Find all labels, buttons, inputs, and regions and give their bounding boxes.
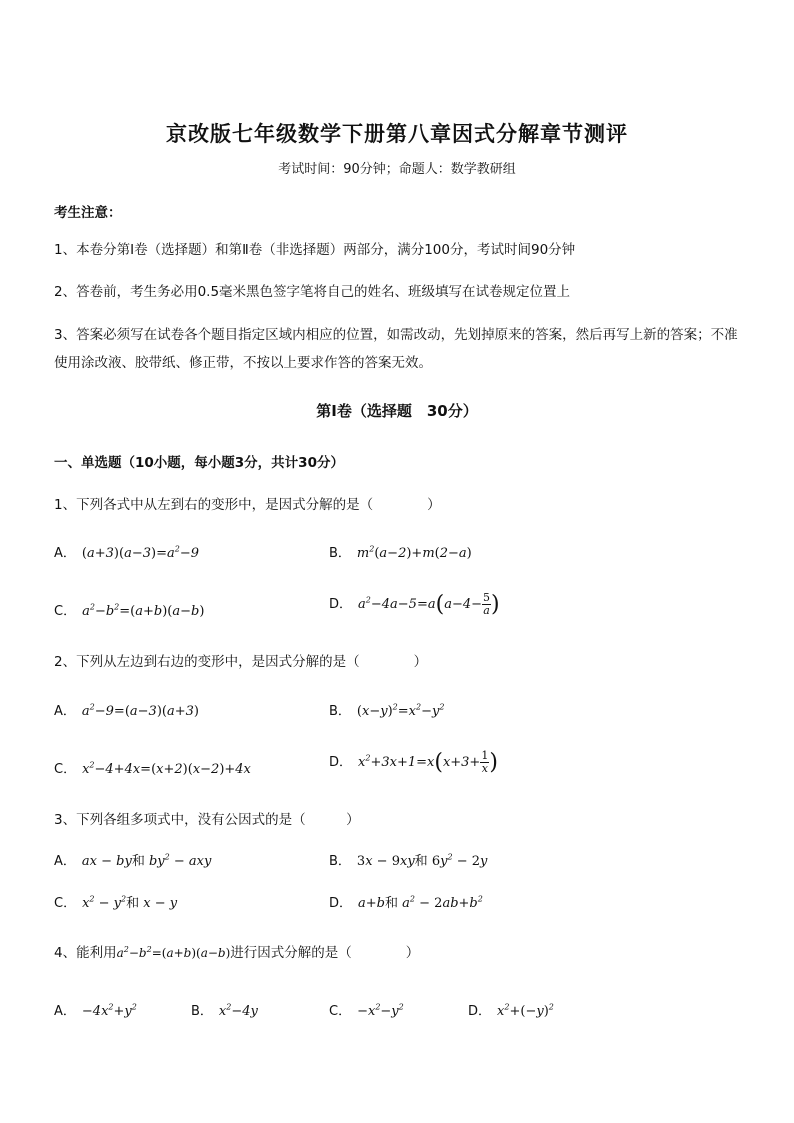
option-label: B． [329,854,351,869]
math-expression: $x^2-4+4x=(x+2)(x-2)+4x$ [82,760,251,777]
question-4-stem-post: 进行因式分解的是（ ） [230,945,420,961]
q4-option-b[interactable] [191,1000,258,1019]
math-expression: ax − by [81,854,132,869]
question-3-stem: 3、下列各组多项式中，没有公因式的是（ ） [54,812,360,828]
math-expression: $x^2 - y^2$ [82,894,127,911]
math-expression: $-x^2-y^2$ [357,1002,404,1019]
notice-item-3: 3、答案必须写在试卷各个题目指定区域内相应的位置，如需改动，先划掉原来的答案，然后再写上新的答案；不准使用涂改液、胶带纸、修正带，不按以上要求作答的答案无效。 [54,327,738,371]
math-expression: 3x − 9xy [356,854,415,869]
option-label: C． [54,604,77,619]
q1-option-c[interactable] [54,600,204,619]
option-label: D． [468,1004,492,1019]
q1-option-a[interactable] [54,542,199,561]
option-label: A． [54,704,76,719]
join-word: 和 [384,896,398,911]
join-word: 和 [126,896,140,911]
q3-option-d[interactable] [329,892,483,911]
math-expression: $a^2-b^2=(a+b)(a-b)$ [82,602,205,619]
option-label: B． [191,1004,213,1019]
math-expression: $(a+3)(a-3)=a^2-9$ [81,544,199,561]
notice-heading: 考生注意： [54,205,122,221]
question-1-stem: 1、下列各式中从左到右的变形中，是因式分解的是（ ） [54,497,441,513]
math-expression: $x^2-4y$ [218,1002,258,1019]
option-label: C． [54,896,77,911]
q3-option-c[interactable] [54,892,177,911]
math-expression: $a^2-4a-5=a(a-4-$ $\frac{5}{a}$ ) [358,591,500,617]
q4-option-d[interactable] [468,1000,554,1019]
math-expression: $x^2+(-y)^2$ [497,1002,554,1019]
q3-option-a[interactable] [54,850,211,869]
math-expression: $by^2$ − axy [148,852,212,869]
q3-option-b[interactable] [329,850,487,869]
option-label: D． [329,755,353,770]
notice-item-1: 1、本卷分第Ⅰ卷（选择题）和第Ⅱ卷（非选择题）两部分，满分100分，考试时间90分钟 [54,242,576,258]
option-label: D． [329,896,353,911]
option-label: C． [329,1004,352,1019]
option-label: D． [329,597,353,612]
q1-option-d[interactable] [329,592,500,617]
section-title: 一、单选题（10小题，每小题3分，共计30分） [54,455,344,471]
part-one-title: 第Ⅰ卷（选择题 30分） [316,402,478,420]
q4-option-a[interactable] [54,1000,137,1019]
math-expression: $x^2+3x+1=x(x+3+$ $\frac{1}{x}$ ) [358,749,498,775]
notice-item-2: 2、答卷前，考生务必用0.5毫米黑色签字笔将自己的姓名、班级填写在试卷规定位置上 [54,284,571,300]
q1-option-b[interactable] [329,542,472,561]
question-2-stem: 2、下列从左边到右边的变形中，是因式分解的是（ ） [54,654,428,670]
option-label: A． [54,854,76,869]
math-expression: $a^2 - 2ab+b^2$ [402,894,483,911]
join-word: 和 [131,854,145,869]
math-expression: a+b [358,896,385,911]
exam-info: 考试时间：90分钟；命题人：数学教研组 [278,162,516,177]
option-label: C． [54,762,77,777]
option-label: A． [54,1004,76,1019]
option-label: B． [329,704,351,719]
math-expression: $a^2-9=(a-3)(a+3)$ [81,702,199,719]
join-word: 和 [414,854,428,869]
question-4-stem-pre: 4、能利用 [54,945,117,961]
math-expression: $m^2(a-2)+m(2-a)$ [356,544,472,561]
option-label: B． [329,546,351,561]
math-expression: $-4x^2+y^2$ [81,1002,137,1019]
math-expression: x − y [143,896,178,911]
page-title: 京改版七年级数学下册第八章因式分解章节测评 [166,121,628,146]
q2-option-d[interactable] [329,750,498,775]
q4-option-c[interactable] [329,1000,404,1019]
q2-option-a[interactable] [54,700,199,719]
math-expression: $a^2-b^2=(a+b)(a-b)$ [116,945,231,960]
math-expression: $(x-y)^2=x^2-y^2$ [356,702,445,719]
math-expression: $6y^2 - 2y$ [431,852,488,869]
option-label: A． [54,546,76,561]
q2-option-b[interactable] [329,700,444,719]
question-4-stem [54,941,419,961]
q2-option-c[interactable] [54,758,251,777]
